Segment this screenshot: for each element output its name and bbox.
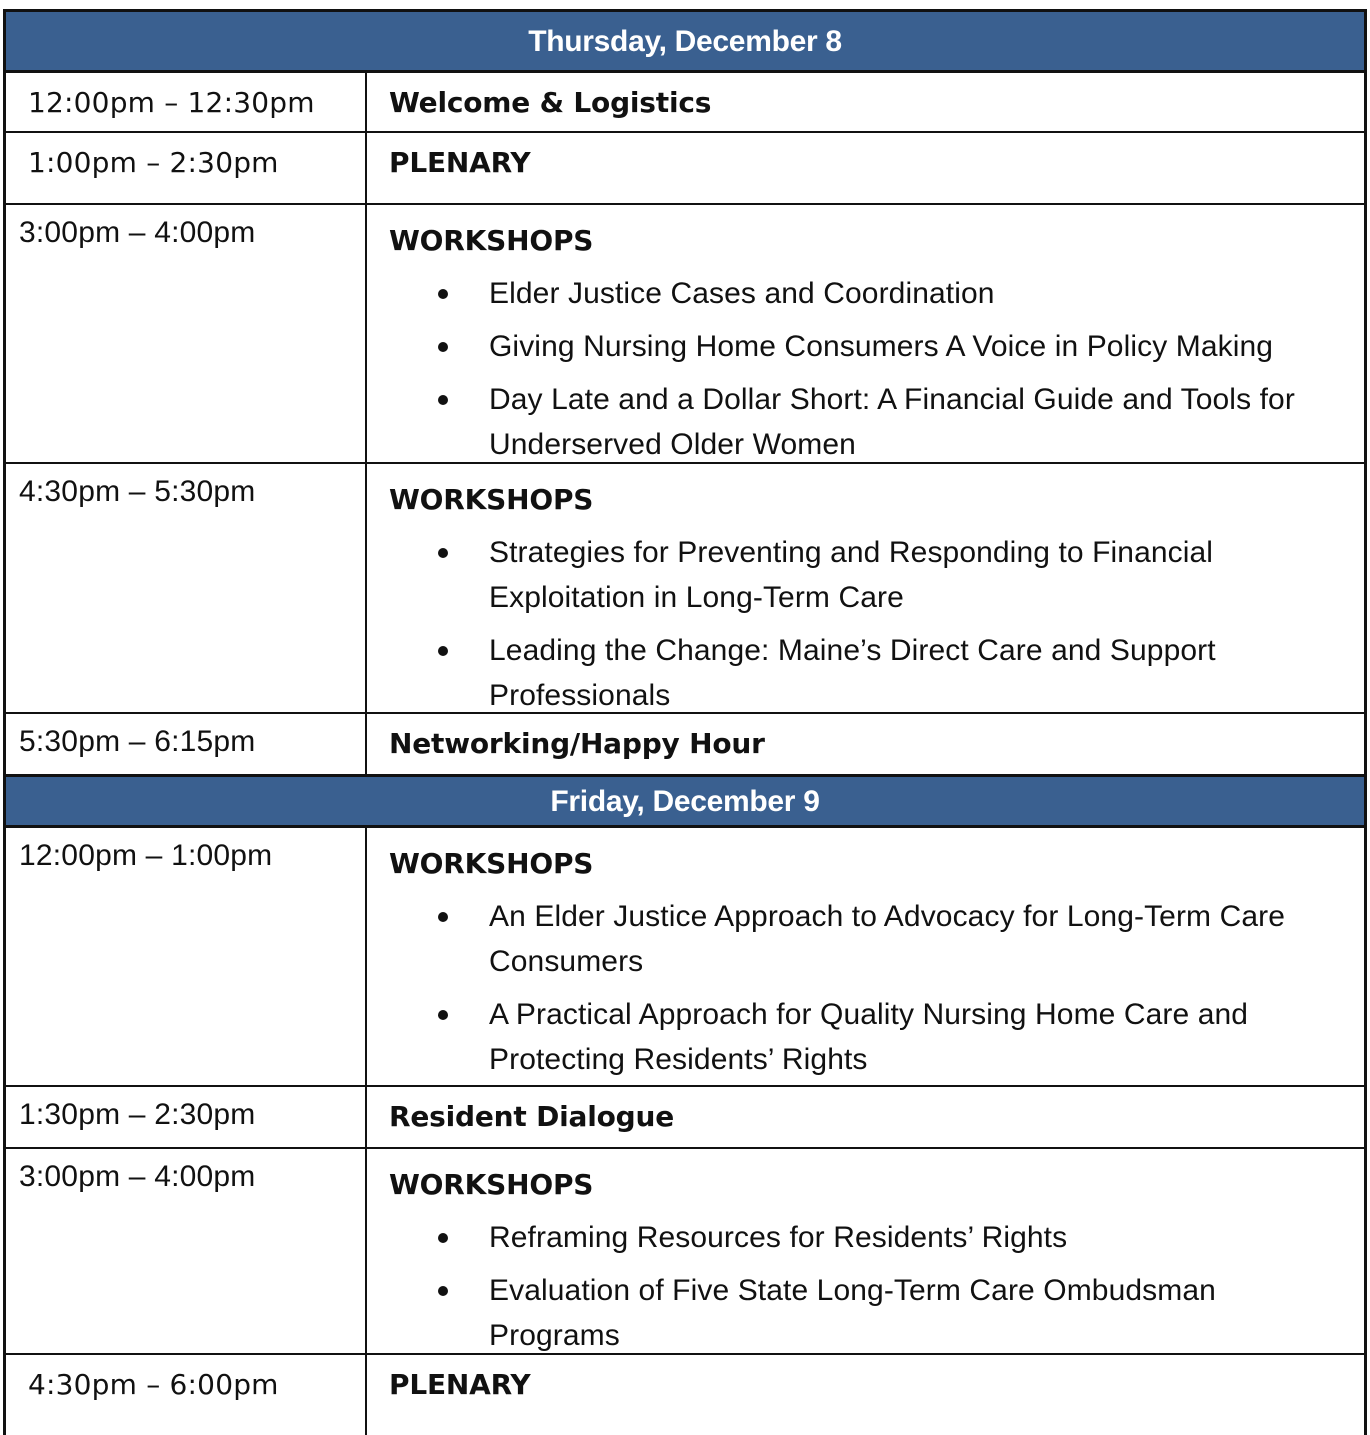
schedule-row bbox=[6, 73, 1364, 133]
session-title: Resident Dialogue bbox=[389, 1100, 675, 1133]
bullet-icon bbox=[438, 289, 448, 299]
workshop-title: Elder Justice Cases and Coordination bbox=[489, 277, 995, 310]
workshop-title: Leading the Change: Maine’s Direct Care and Support Professionals bbox=[489, 634, 1216, 712]
session-title: PLENARY bbox=[389, 1368, 531, 1401]
bullet-icon bbox=[438, 1010, 448, 1020]
workshop-list bbox=[389, 894, 1364, 1082]
time-cell: 1:30pm – 2:30pm bbox=[6, 1087, 367, 1147]
workshop-title: A Practical Approach for Quality Nursing Home Care and Protecting Residents’ Rights bbox=[489, 998, 1249, 1076]
schedule-row bbox=[6, 205, 1364, 464]
time-cell: 3:00pm – 4:00pm bbox=[6, 205, 367, 462]
time-cell: 5:30pm – 6:15pm bbox=[6, 714, 367, 774]
time-cell: 12:00pm – 12:30pm bbox=[6, 73, 367, 131]
session-title: Welcome & Logistics bbox=[389, 86, 712, 119]
schedule-row bbox=[6, 714, 1364, 776]
session-title: WORKSHOPS bbox=[389, 483, 594, 516]
schedule-row bbox=[6, 1087, 1364, 1149]
schedule-row bbox=[6, 464, 1364, 714]
time-cell: 12:00pm – 1:00pm bbox=[6, 828, 367, 1085]
workshop-title: Strategies for Preventing and Responding to Financial Exploitation in Long-Term Care bbox=[489, 536, 1214, 614]
content-cell bbox=[367, 828, 1364, 1085]
content-cell bbox=[367, 133, 1364, 203]
conference-schedule-table bbox=[3, 9, 1367, 1435]
time-cell: 4:30pm – 5:30pm bbox=[6, 464, 367, 712]
day-header-thursday: Thursday, December 8 bbox=[6, 12, 1364, 73]
content-cell bbox=[367, 464, 1364, 712]
workshop-title: Giving Nursing Home Consumers A Voice in Policy Making bbox=[489, 330, 1274, 363]
content-cell bbox=[367, 1149, 1364, 1353]
content-cell bbox=[367, 205, 1364, 462]
schedule-row bbox=[6, 133, 1364, 205]
time-cell: 1:00pm – 2:30pm bbox=[6, 133, 367, 203]
workshop-item bbox=[389, 271, 1364, 316]
day-header-friday: Friday, December 9 bbox=[6, 774, 1364, 828]
content-cell bbox=[367, 1355, 1364, 1435]
bullet-icon bbox=[438, 1233, 448, 1243]
workshop-item bbox=[389, 324, 1364, 369]
workshop-item bbox=[389, 1215, 1364, 1260]
workshop-title: Reframing Resources for Residents’ Rights bbox=[489, 1221, 1068, 1254]
workshop-title: Day Late and a Dollar Short: A Financial Guide and Tools for Underserved Older Women bbox=[489, 383, 1295, 461]
schedule-row bbox=[6, 1355, 1364, 1435]
session-title: WORKSHOPS bbox=[389, 1168, 594, 1201]
bullet-icon bbox=[438, 342, 448, 352]
workshop-item bbox=[389, 894, 1364, 984]
bullet-icon bbox=[438, 912, 448, 922]
workshop-list bbox=[389, 271, 1364, 467]
bullet-icon bbox=[438, 646, 448, 656]
bullet-icon bbox=[438, 395, 448, 405]
workshop-item bbox=[389, 377, 1364, 467]
content-cell bbox=[367, 1087, 1364, 1147]
workshop-list bbox=[389, 530, 1364, 718]
session-title: Networking/Happy Hour bbox=[389, 727, 765, 760]
content-cell bbox=[367, 714, 1364, 774]
time-cell: 3:00pm – 4:00pm bbox=[6, 1149, 367, 1353]
content-cell bbox=[367, 73, 1364, 131]
schedule-row bbox=[6, 828, 1364, 1087]
workshop-title: Evaluation of Five State Long-Term Care Ombudsman Programs bbox=[489, 1274, 1216, 1352]
bullet-icon bbox=[438, 1286, 448, 1296]
time-cell: 4:30pm – 6:00pm bbox=[6, 1355, 367, 1435]
workshop-item bbox=[389, 530, 1364, 620]
workshop-title: An Elder Justice Approach to Advocacy for Long-Term Care Consumers bbox=[489, 900, 1285, 978]
bullet-icon bbox=[438, 548, 448, 558]
session-title: WORKSHOPS bbox=[389, 847, 594, 880]
schedule-row bbox=[6, 1149, 1364, 1355]
workshop-list bbox=[389, 1215, 1364, 1358]
workshop-item bbox=[389, 992, 1364, 1082]
workshop-item bbox=[389, 628, 1364, 718]
session-title: WORKSHOPS bbox=[389, 224, 594, 257]
session-title: PLENARY bbox=[389, 146, 531, 179]
workshop-item bbox=[389, 1268, 1364, 1358]
